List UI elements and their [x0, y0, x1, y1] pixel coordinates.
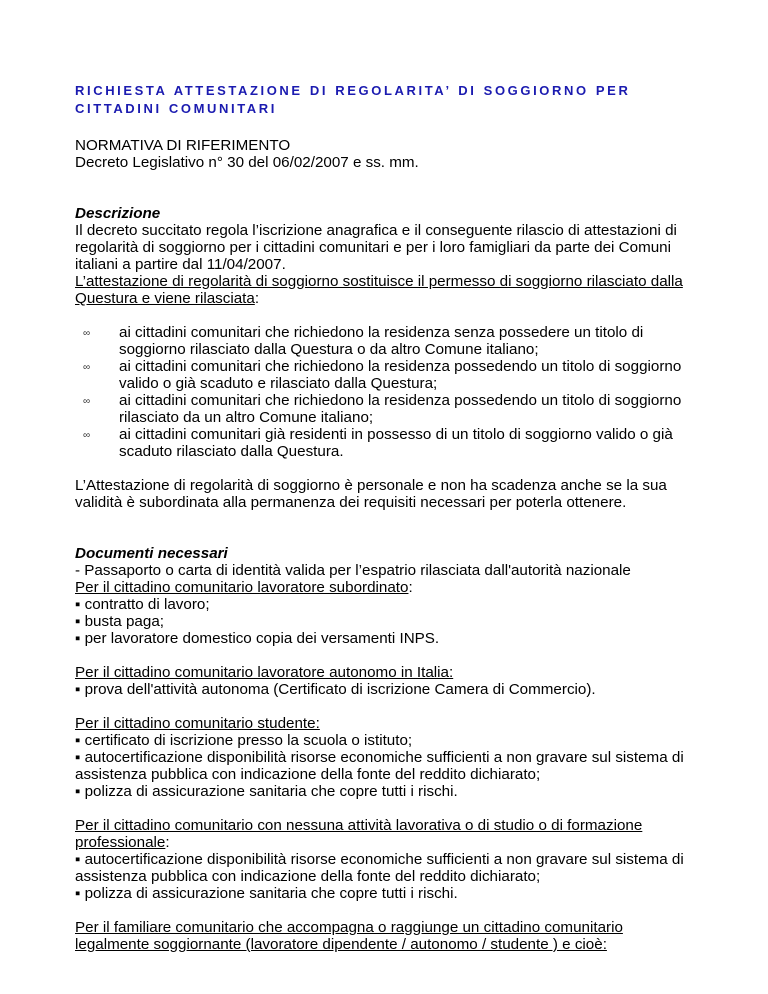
attestazione-link-text[interactable]: Questura e viene rilasciata: [75, 290, 255, 307]
familiare-link-line-1[interactable]: [75, 919, 705, 936]
validity-note-line: validità è subordinata alla permanenza dei requisiti necessari per poterla ottenere.: [75, 494, 627, 511]
infinity-bullet-icon: ∞: [83, 396, 91, 407]
familiare-link[interactable]: Per il familiare comunitario che accompagna o raggiunge un cittadino comunitario: [75, 919, 623, 936]
infinity-bullet-icon: ∞: [83, 430, 91, 441]
list-item: assistenza pubblica con indicazione della fonte del reddito dichiarato;: [75, 868, 541, 885]
list-item-line: ai cittadini comunitari già residenti in possesso di un titolo di soggiorno valido o già: [119, 426, 673, 443]
list-item: ▪ polizza di assicurazione sanitaria che copre tutti i rischi.: [75, 885, 458, 902]
documenti-section: [75, 545, 705, 953]
list-item-line: valido o già scaduto e rilasciato dalla Questura;: [119, 375, 438, 392]
descrizione-section: [75, 205, 705, 511]
list-item: [75, 324, 705, 358]
list-item: [75, 358, 705, 392]
nessuna-link[interactable]: professionale: [75, 834, 166, 851]
subordinato-link-line[interactable]: [75, 579, 705, 596]
familiare-link-line-2[interactable]: [75, 936, 705, 953]
validity-note-line: L’Attestazione di regolarità di soggiorno è personale e non ha scadenza anche se la sua: [75, 477, 667, 494]
familiare-section: [75, 919, 705, 953]
list-item: ▪ autocertificazione disponibilità risorse economiche sufficienti a non gravare sul sistema di: [75, 749, 684, 766]
list-item-line: rilasciato da un altro Comune italiano;: [119, 409, 374, 426]
list-item: assistenza pubblica con indicazione della fonte del reddito dichiarato;: [75, 766, 541, 783]
infinity-bullet-icon: ∞: [83, 328, 91, 339]
list-item: ▪ busta paga;: [75, 613, 164, 630]
nessuna-link[interactable]: Per il cittadino comunitario con nessuna attività lavorativa o di studio o di formazione: [75, 817, 643, 834]
attestazione-link-text[interactable]: L’attestazione di regolarità di soggiorno sostituisce il permesso di soggiorno rilasciato dalla: [75, 273, 683, 290]
normativa-section: [75, 137, 705, 171]
attestazione-link-line-1[interactable]: [75, 273, 705, 290]
link-suffix: :: [165, 834, 170, 851]
list-item: ▪ autocertificazione disponibilità risorse economiche sufficienti a non gravare sul sistema di: [75, 851, 684, 868]
descrizione-line: regolarità di soggiorno per i cittadini comunitari e per i loro famigliari da parte dei Comuni: [75, 239, 671, 256]
nessuna-link-line-1[interactable]: [75, 817, 705, 834]
document-title: [75, 82, 705, 118]
title-line-2: CITTADINI COMUNITARI: [75, 101, 277, 116]
list-item: ▪ prova dell'attività autonoma (Certificato di iscrizione Camera di Commercio).: [75, 681, 596, 698]
list-item-line: scaduto rilasciato dalla Questura.: [119, 443, 344, 460]
list-item-line: soggiorno rilasciato dalla Questura o da altro Comune italiano;: [119, 341, 539, 358]
attestazione-link-line-2[interactable]: [75, 290, 705, 307]
documenti-heading: Documenti necessari: [75, 545, 228, 562]
bullet-list: [75, 324, 705, 460]
autonomo-link[interactable]: Per il cittadino comunitario lavoratore autonomo in Italia:: [75, 664, 454, 681]
title-line-1: RICHIESTA ATTESTAZIONE DI REGOLARITA’ DI SOGGIORNO PER: [75, 83, 631, 98]
infinity-bullet-icon: ∞: [83, 362, 91, 373]
descrizione-line: Il decreto succitato regola l’iscrizione anagrafica e il conseguente rilascio di attestazioni di: [75, 222, 677, 239]
list-item: ▪ contratto di lavoro;: [75, 596, 210, 613]
documenti-intro: - Passaporto o carta di identità valida per l’espatrio rilasciata dall'autorità nazionale: [75, 562, 631, 579]
list-item-line: ai cittadini comunitari che richiedono la residenza possedendo un titolo di soggiorno: [119, 392, 682, 409]
list-item-line: ai cittadini comunitari che richiedono la residenza senza possedere un titolo di: [119, 324, 644, 341]
link-suffix: :: [254, 290, 260, 307]
descrizione-heading: Descrizione: [75, 205, 161, 222]
studente-link-line[interactable]: [75, 715, 705, 732]
link-suffix: :: [408, 579, 413, 596]
descrizione-line: italiani a partire dal 11/04/2007.: [75, 256, 286, 273]
list-item: [75, 426, 705, 460]
document-body: [75, 82, 705, 953]
autonomo-section: [75, 664, 705, 698]
nessuna-link-line-2[interactable]: [75, 834, 705, 851]
studente-section: [75, 715, 705, 800]
familiare-link[interactable]: legalmente soggiornante (lavoratore dipendente / autonomo / studente ) e cioè:: [75, 936, 607, 953]
validity-note: [75, 477, 705, 511]
normativa-text: Decreto Legislativo n° 30 del 06/02/2007 e ss. mm.: [75, 154, 419, 171]
studente-link[interactable]: Per il cittadino comunitario studente:: [75, 715, 320, 732]
list-item: ▪ per lavoratore domestico copia dei versamenti INPS.: [75, 630, 440, 647]
list-item: [75, 392, 705, 426]
nessuna-attivita-section: [75, 817, 705, 902]
list-item: ▪ certificato di iscrizione presso la scuola o istituto;: [75, 732, 413, 749]
list-item-line: ai cittadini comunitari che richiedono la residenza possedendo un titolo di soggiorno: [119, 358, 682, 375]
list-item: ▪ polizza di assicurazione sanitaria che copre tutti i rischi.: [75, 783, 458, 800]
autonomo-link-line[interactable]: [75, 664, 705, 681]
subordinato-link[interactable]: Per il cittadino comunitario lavoratore subordinato: [75, 579, 409, 596]
normativa-heading: NORMATIVA DI RIFERIMENTO: [75, 137, 291, 154]
